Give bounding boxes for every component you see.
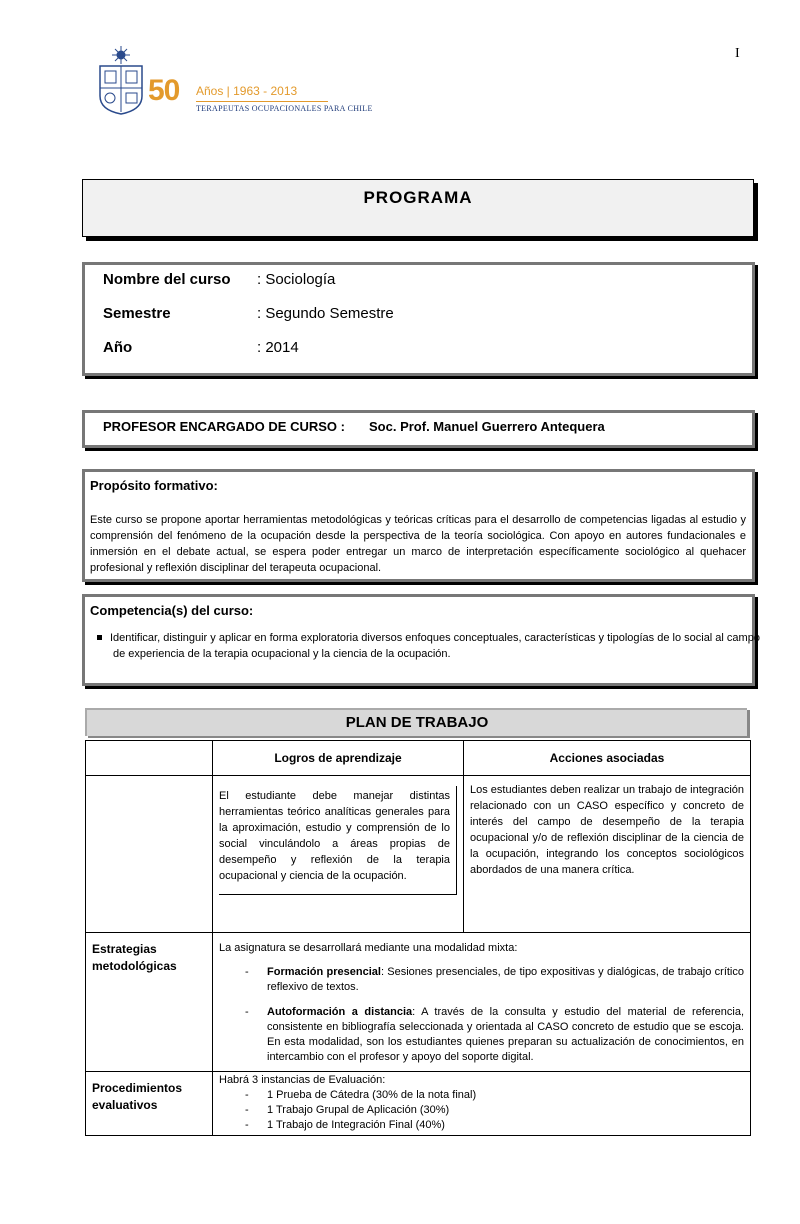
professor-box <box>82 410 755 448</box>
strategies-label: Estrategias metodológicas <box>86 933 213 1072</box>
semester-value: : Segundo Semestre <box>257 305 394 322</box>
purpose-box <box>82 469 755 582</box>
strategy-1-text: : Sesiones presenciales, de tipo expositivas y dialógicas, de trabajo crítico reflexivo de textos. <box>267 966 744 993</box>
dash-icon: - <box>245 1089 249 1101</box>
strategy-2-text: : A través de la consulta y estudio del material de referencia, consistente en bibliografía seleccionada y orientada al CASO concreto de estudio que se escoja. En esta modalidad, son los estudiantes quienes preparan su actualización de conocimientos, en intercambio con el profesor y apoyo del soporte digital. <box>267 1006 745 1063</box>
table-row <box>86 776 751 933</box>
table-cell-empty <box>86 776 213 933</box>
evaluation-item-text: 1 Trabajo Grupal de Aplicación (30%) <box>267 1104 450 1116</box>
evaluation-item-text: 1 Trabajo de Integración Final (40%) <box>267 1119 445 1131</box>
bullet-icon <box>97 635 102 640</box>
title-box <box>82 179 754 237</box>
page-title: PROGRAMA <box>363 188 473 207</box>
semester-label: Semestre <box>103 305 171 322</box>
competency-item <box>97 630 763 662</box>
evaluation-item-text: 1 Prueba de Cátedra (30% de la nota final) <box>267 1089 477 1101</box>
dash-icon: - <box>245 966 249 978</box>
purpose-heading: Propósito formativo: <box>90 478 218 493</box>
year-value: : 2014 <box>257 339 299 356</box>
logo-fifty: 50 <box>148 74 180 107</box>
year-label: Año <box>103 339 133 356</box>
strategy-2-title: Autoformación a distancia <box>267 1006 413 1018</box>
evaluation-label: Procedimientos evaluativos <box>86 1072 213 1136</box>
logros-text: El estudiante debe manejar distintas herramientas teórico analíticas generales para la aproximación, estudio y comprensión de lo social vinculándolo a áreas propias de desempeño y reflexión de la terapia ocupacional y ciencia de la ocupación. <box>219 790 450 882</box>
page-number: I <box>735 46 740 61</box>
col-header-logros: Logros de aprendizaje <box>213 741 464 776</box>
table-row <box>86 1072 751 1136</box>
logo-divider <box>196 101 328 102</box>
table-header-row <box>86 741 751 776</box>
evaluation-cell <box>213 1072 751 1136</box>
strategies-cell <box>213 933 751 1072</box>
acciones-cell <box>464 776 751 933</box>
logo-tagline: TERAPEUTAS OCUPACIONALES PARA CHILE <box>196 104 373 113</box>
strategy-1-title: Formación presencial <box>267 966 381 978</box>
evaluation-item <box>219 1103 744 1118</box>
course-name-value: : Sociología <box>257 271 336 288</box>
strategy-item <box>219 965 744 995</box>
competencies-box <box>82 594 760 686</box>
plan-heading: PLAN DE TRABAJO <box>85 708 747 736</box>
course-name-label: Nombre del curso <box>103 271 231 288</box>
university-shield-icon <box>96 44 146 116</box>
dash-icon: - <box>245 1006 249 1018</box>
university-logo <box>96 44 373 116</box>
plan-table <box>85 740 751 1136</box>
competency-text: Identificar, distinguir y aplicar en forma exploratoria diversos enfoques conceptuales, características y tipologías de lo social al campo de experiencia de la terapia ocupacional y la ciencia de la ocupación. <box>110 632 760 660</box>
dash-icon: - <box>245 1119 249 1131</box>
acciones-text: Los estudiantes deben realizar un trabajo de integración relacionado con un CASO específico y concreto de interés del campo de desempeño de la terapia ocupacional y/o de reflexión disciplinar de la ciencia de la ocupación, integrando los conceptos sociológicos abordados de una manera crítica. <box>470 784 744 876</box>
dash-icon: - <box>245 1104 249 1116</box>
col-header-acciones: Acciones asociadas <box>464 741 751 776</box>
professor-name: Soc. Prof. Manuel Guerrero Antequera <box>369 419 605 434</box>
logo-years: Años | 1963 - 2013 <box>196 84 298 98</box>
course-info-box <box>82 262 755 376</box>
table-header-empty <box>86 741 213 776</box>
strategy-item <box>219 1005 744 1065</box>
logros-cell <box>213 776 464 933</box>
professor-label: PROFESOR ENCARGADO DE CURSO : <box>103 419 345 434</box>
table-row <box>86 933 751 1072</box>
evaluation-item <box>219 1118 744 1133</box>
evaluation-item <box>219 1088 744 1103</box>
competencies-heading: Competencia(s) del curso: <box>90 603 254 618</box>
strategies-intro: La asignatura se desarrollará mediante una modalidad mixta: <box>219 942 518 954</box>
purpose-text: Este curso se propone aportar herramientas metodológicas y teóricas críticas para el desarrollo de competencias ligadas al estudio y comprensión del fenómeno de la ocupación desde la perspectiva de la teoría sociológica. Con apoyo en autores fundacionales e inmersión en el debate actual, se espera poder entregar un marco de interpretación específicamente sociológico al quehacer profesional y reflexión disciplinar del terapeuta ocupacional. <box>90 514 746 574</box>
evaluation-intro: Habrá 3 instancias de Evaluación: <box>219 1074 386 1086</box>
